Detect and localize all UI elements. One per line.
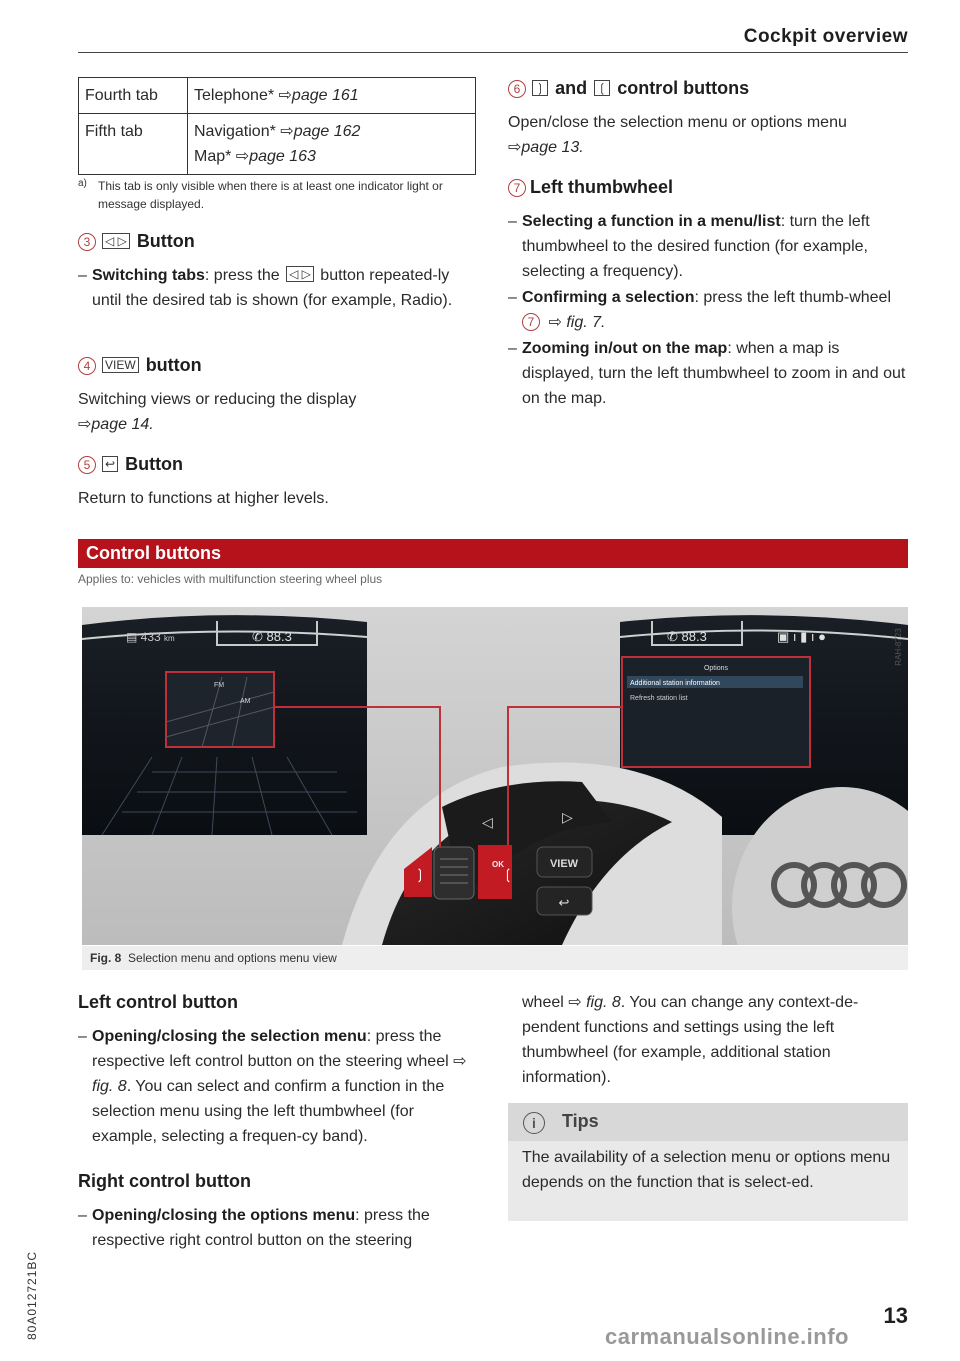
table-cell-tab: Fourth tab (79, 78, 188, 114)
list-item: – Opening/closing the selection menu: press the respective left control button on the steering wheel ⇨ fig. 8. You can select and confirm a function in the selection menu using the left thumbwheel (for example, selecting a frequen-cy band). (78, 1028, 467, 1145)
tips-box (508, 1103, 908, 1221)
section-4-text (78, 387, 476, 437)
section-5 (78, 452, 476, 511)
list-item-continued (508, 990, 908, 1090)
bullet-text: : when a map is displayed, turn the left thumbwheel to zoom in and out on the map. (522, 340, 906, 407)
back-key-icon: ↩ (102, 456, 118, 472)
svg-text:▤ 433 km: ▤ 433 km (126, 630, 175, 644)
bullet-text: button repeated-ly until the desired tab is shown (for example, Radio). (92, 267, 453, 309)
section-5-text: Return to functions at higher levels. (78, 490, 329, 507)
right-control-key-icon: ❲ (594, 80, 610, 96)
svg-text:AM: AM (240, 698, 251, 705)
heading-text: Left thumbwheel (530, 177, 673, 197)
section-4-heading (78, 353, 476, 377)
body-text: Open/close the selection menu or options menu (508, 114, 847, 131)
section-6-text (508, 110, 908, 160)
function-name: Telephone* (194, 87, 279, 104)
document-code (25, 1160, 45, 1340)
table-row (79, 78, 476, 114)
footnote-text: This tab is only visible when there is at least one indicator light or message displayed. (98, 179, 443, 211)
page-reference-link[interactable]: page 13. (521, 139, 584, 156)
heading-text: control buttons (617, 78, 750, 98)
page-arrow-icon: ⇨ (280, 123, 294, 140)
page-arrow-icon: ⇨ (278, 87, 292, 104)
function-name: Map* (194, 148, 236, 165)
bullet-bold: Switching tabs (92, 267, 205, 284)
page-header-title: Cockpit overview (743, 26, 908, 47)
tips-title: Tips (562, 1111, 599, 1131)
callout-number: 3 (78, 233, 96, 251)
section-6 (508, 76, 908, 160)
heading-text: Button (136, 231, 195, 251)
bullet-text: . You can change any context-de-pendent functions and settings using the left thumbwheel (for example, additional station information). (522, 994, 859, 1086)
page-arrow-icon: ⇨ (78, 416, 92, 433)
list-item: – Selecting a function in a menu/list: turn the left thumbwheel to the desired function (for example, selecting a frequency). (508, 213, 870, 280)
cockpit-illustration (82, 607, 908, 945)
view-key-icon: VIEW (102, 357, 139, 373)
table-cell-tab: Fifth tab (79, 114, 188, 175)
callout-number: 7 (508, 179, 526, 197)
table-cell-function (188, 114, 476, 175)
callout-number: 7 (522, 313, 540, 331)
left-control-heading: Left control button (78, 992, 238, 1012)
bullet-text: : press the left thumb-wheel (694, 289, 892, 306)
list-item: – Zooming in/out on the map: when a map is displayed, turn the left thumbwheel to zoom in and out on the map. (508, 340, 906, 407)
bullet-text: . You can select and confirm a function in the selection menu using the left thumbwheel (for example, selecting a frequen-cy band). (92, 1078, 445, 1145)
svg-text:▣ ı ▮ ı ●: ▣ ı ▮ ı ● (777, 629, 826, 644)
tab-table (78, 77, 476, 175)
svg-text:❲: ❲ (502, 867, 514, 883)
section-3 (78, 229, 476, 313)
bullet-bold: Confirming a selection (522, 289, 695, 306)
bullet-text: : press the respective left control button on the steering wheel (92, 1028, 454, 1070)
right-control-continued (508, 990, 908, 1090)
figure-label: Fig. 8 (90, 951, 122, 965)
page-arrow-icon: ⇨ (568, 994, 582, 1011)
footnote-mark: a) (78, 178, 87, 189)
callout-number: 5 (78, 456, 96, 474)
section-5-heading (78, 452, 476, 476)
figure-caption-text: Selection menu and options menu view (128, 951, 337, 965)
page-reference-link[interactable]: page 162 (293, 123, 361, 140)
figure-reference-link[interactable]: fig. 8 (586, 994, 621, 1011)
page-arrow-icon: ⇨ (235, 148, 250, 165)
svg-text:◁: ◁ (482, 815, 493, 831)
callout-number: 6 (508, 80, 526, 98)
page-arrow-icon: ⇨ (544, 314, 562, 331)
list-item: – Confirming a selection: press the left thumb-wheel 7 ⇨ fig. 7. (508, 289, 892, 331)
function-name: Navigation* (194, 123, 281, 140)
list-item: – Switching tabs: press the ◁ ▷ button repeated-ly until the desired tab is shown (for example, Radio). (78, 267, 453, 309)
section-title-bar (78, 539, 908, 568)
table-footnote (78, 177, 476, 213)
left-control-section (78, 990, 476, 1253)
section-3-heading (78, 229, 476, 253)
page-arrow-icon: ⇨ (453, 1053, 467, 1070)
info-icon: i (523, 1112, 545, 1134)
section-4 (78, 353, 476, 437)
section-title: Control buttons (86, 543, 221, 563)
figure-caption (82, 946, 908, 970)
svg-text:RAH-8723: RAH-8723 (894, 628, 903, 666)
section-7 (508, 175, 908, 411)
page-number: 13 (883, 1303, 908, 1328)
section-6-heading (508, 76, 908, 100)
heading-text: and (555, 78, 588, 98)
figure-illustration (82, 607, 908, 945)
svg-text:↩: ↩ (558, 896, 570, 911)
applies-to-note: Applies to: vehicles with multifunction steering wheel plus (78, 572, 383, 586)
figure-reference-link[interactable]: fig. 7. (566, 314, 606, 331)
callout-number: 4 (78, 357, 96, 375)
svg-text:VIEW: VIEW (549, 858, 579, 870)
svg-text:Refresh station list: Refresh station list (630, 695, 688, 702)
svg-text:✆ 88.3: ✆ 88.3 (252, 629, 292, 644)
svg-text:❳: ❳ (414, 867, 426, 883)
section-7-heading (508, 175, 908, 199)
svg-text:✆ 88.3: ✆ 88.3 (667, 629, 707, 644)
list-item: – Opening/closing the options menu: press the respective right control button on the steering (78, 1207, 430, 1249)
left-control-key-icon: ❳ (532, 80, 548, 96)
heading-text: button (145, 355, 202, 375)
bullet-bold: Zooming in/out on the map (522, 340, 728, 357)
table-cell-function (188, 78, 476, 114)
svg-text:Options: Options (703, 665, 729, 672)
page-reference-link[interactable]: page 161 (291, 87, 359, 104)
bullet-text: wheel (522, 994, 569, 1011)
svg-text:OK: OK (492, 860, 504, 869)
svg-text:Additional station information: Additional station information (630, 680, 720, 687)
bullet-bold: Opening/closing the options menu (92, 1207, 356, 1224)
document-code-text: 80A012721BC (25, 1250, 39, 1340)
table-row (79, 114, 476, 175)
bullet-text: : turn the left thumbwheel to the desired function (for example, selecting a frequency). (522, 213, 870, 280)
svg-text:▷: ▷ (562, 810, 573, 826)
bullet-bold: Opening/closing the selection menu (92, 1028, 367, 1045)
tips-text: The availability of a selection menu or options menu depends on the function that is select-ed. (522, 1149, 891, 1191)
header-rule (78, 52, 908, 53)
right-control-heading: Right control button (78, 1171, 251, 1191)
bullet-text: : press the respective right control button on the steering (92, 1207, 430, 1249)
svg-text:FM: FM (214, 682, 225, 689)
body-text: Switching views or reducing the display (78, 391, 357, 408)
page-arrow-icon: ⇨ (508, 139, 522, 156)
bullet-text: : press the (204, 267, 285, 284)
tips-header (508, 1103, 908, 1141)
bullet-bold: Selecting a function in a menu/list (522, 213, 781, 230)
heading-text: Button (125, 454, 184, 474)
page-reference-link[interactable]: page 163 (249, 148, 316, 165)
watermark: carmanualsonline.info (605, 1324, 849, 1349)
tab-switch-key-icon: ◁ ▷ (102, 233, 130, 249)
page-reference-link[interactable]: page 14. (91, 416, 154, 433)
tab-switch-key-icon: ◁ ▷ (286, 266, 314, 282)
figure-reference-link[interactable]: fig. 8 (92, 1078, 127, 1095)
